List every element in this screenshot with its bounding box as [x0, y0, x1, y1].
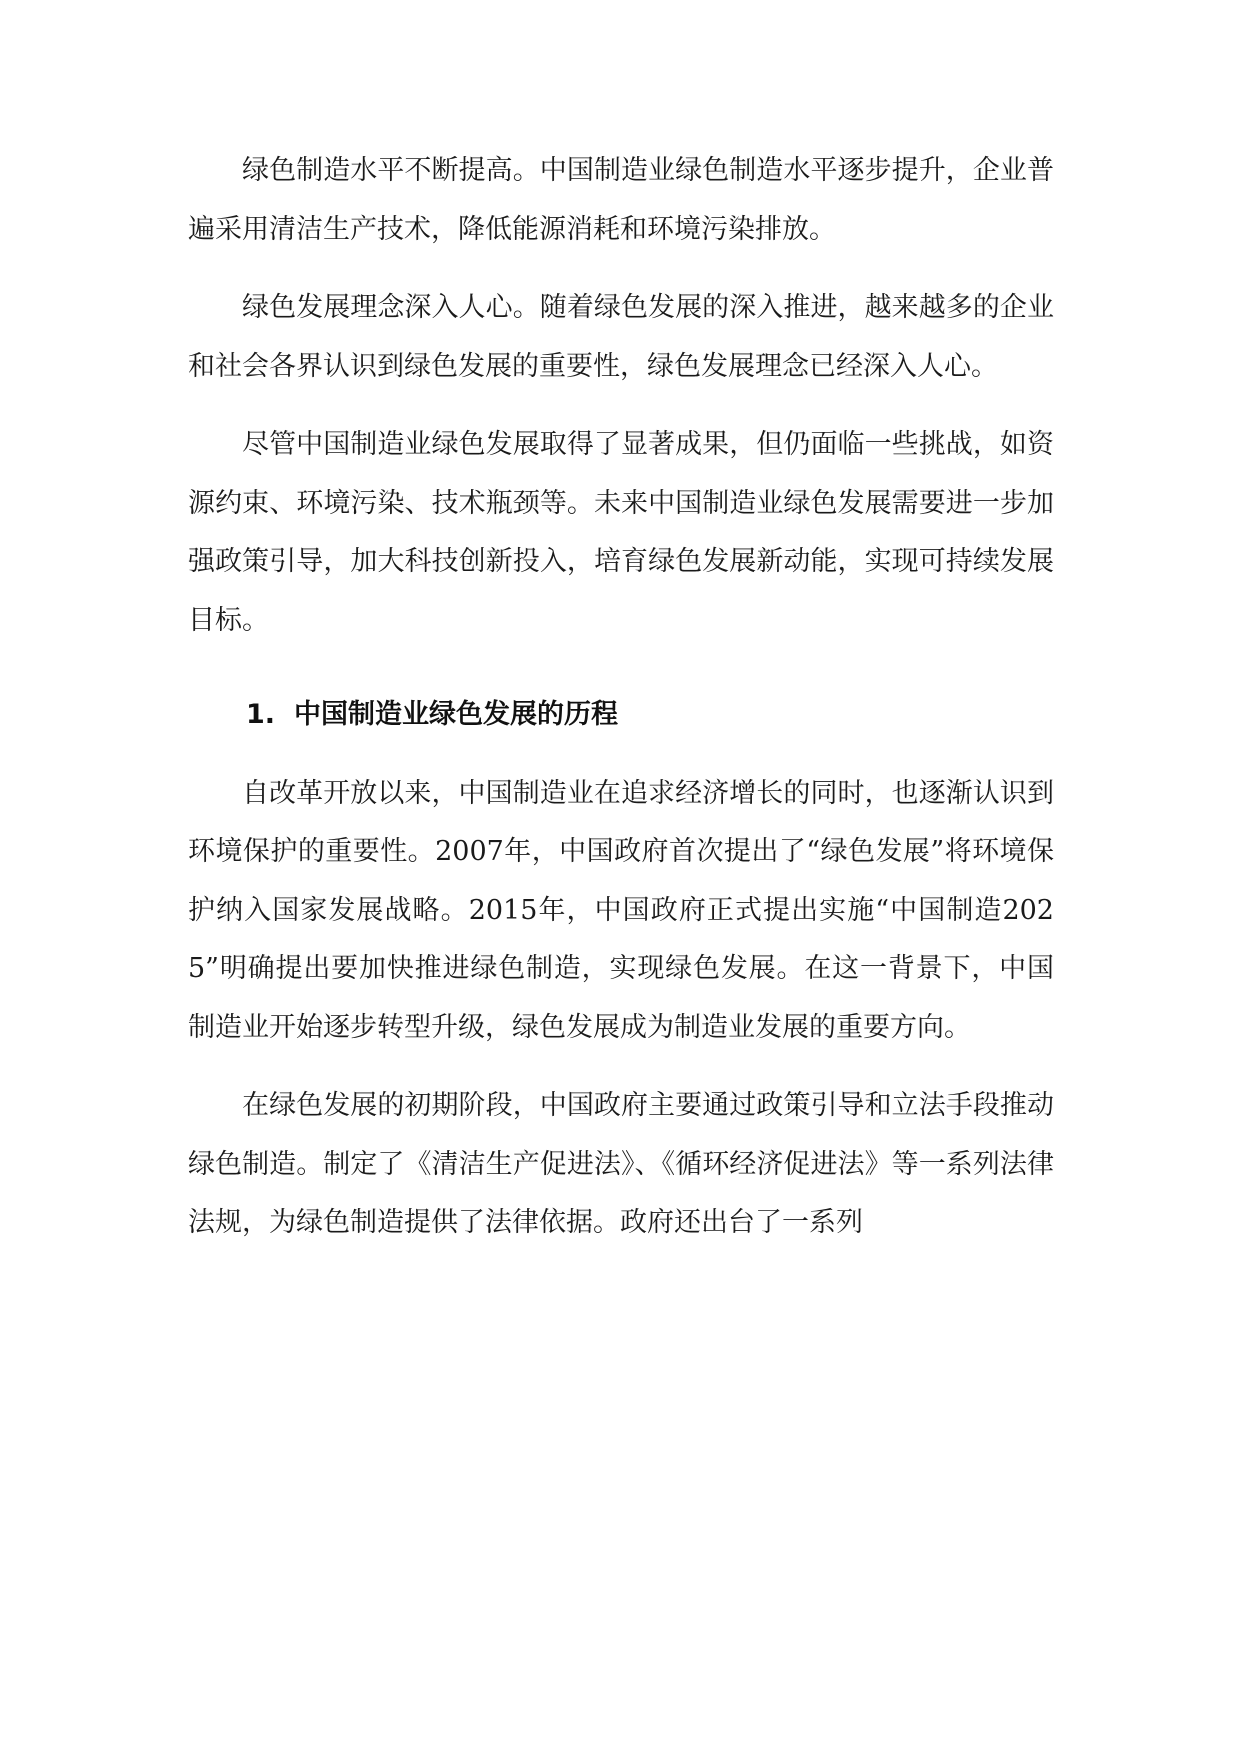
paragraph-challenges: 尽管中国制造业绿色发展取得了显著成果，但仍面临一些挑战，如资源约束、环境污染、技术瓶颈等。未来中国制造业绿色发展需要进一步加强政策引导，加大科技创新投入，培育绿色发展新动能，实现可持续发展目标。 [188, 429, 1054, 636]
document-body [188, 142, 1054, 1253]
section-heading [188, 686, 1054, 745]
paragraph-initial-stage: 在绿色发展的初期阶段，中国政府主要通过政策引导和立法手段推动绿色制造。制定了《清洁生产促进法》、《循环经济促进法》等一系列法律法规，为绿色制造提供了法律依据。政府还出台了一系列 [188, 1090, 1054, 1238]
section-heading-number: 1. [246, 699, 276, 730]
paragraph-history: 自改革开放以来，中国制造业在追求经济增长的同时，也逐渐认识到环境保护的重要性。2007年，中国政府首次提出了“绿色发展”将环境保护纳入国家发展战略。2015年，中国政府正式提出实施“中国制造2025”明确提出要加快推进绿色制造，实现绿色发展。在这一背景下，中国制造业开始逐步转型升级，绿色发展成为制造业发展的重要方向。 [188, 777, 1054, 1043]
section-heading-title: 中国制造业绿色发展的历程 [294, 699, 618, 730]
paragraph-green-manufacturing-level: 绿色制造水平不断提高。中国制造业绿色制造水平逐步提升，企业普遍采用清洁生产技术，降低能源消耗和环境污染排放。 [188, 155, 1054, 245]
paragraph-green-development-concept: 绿色发展理念深入人心。随着绿色发展的深入推进，越来越多的企业和社会各界认识到绿色发展的重要性，绿色发展理念已经深入人心。 [188, 292, 1054, 382]
